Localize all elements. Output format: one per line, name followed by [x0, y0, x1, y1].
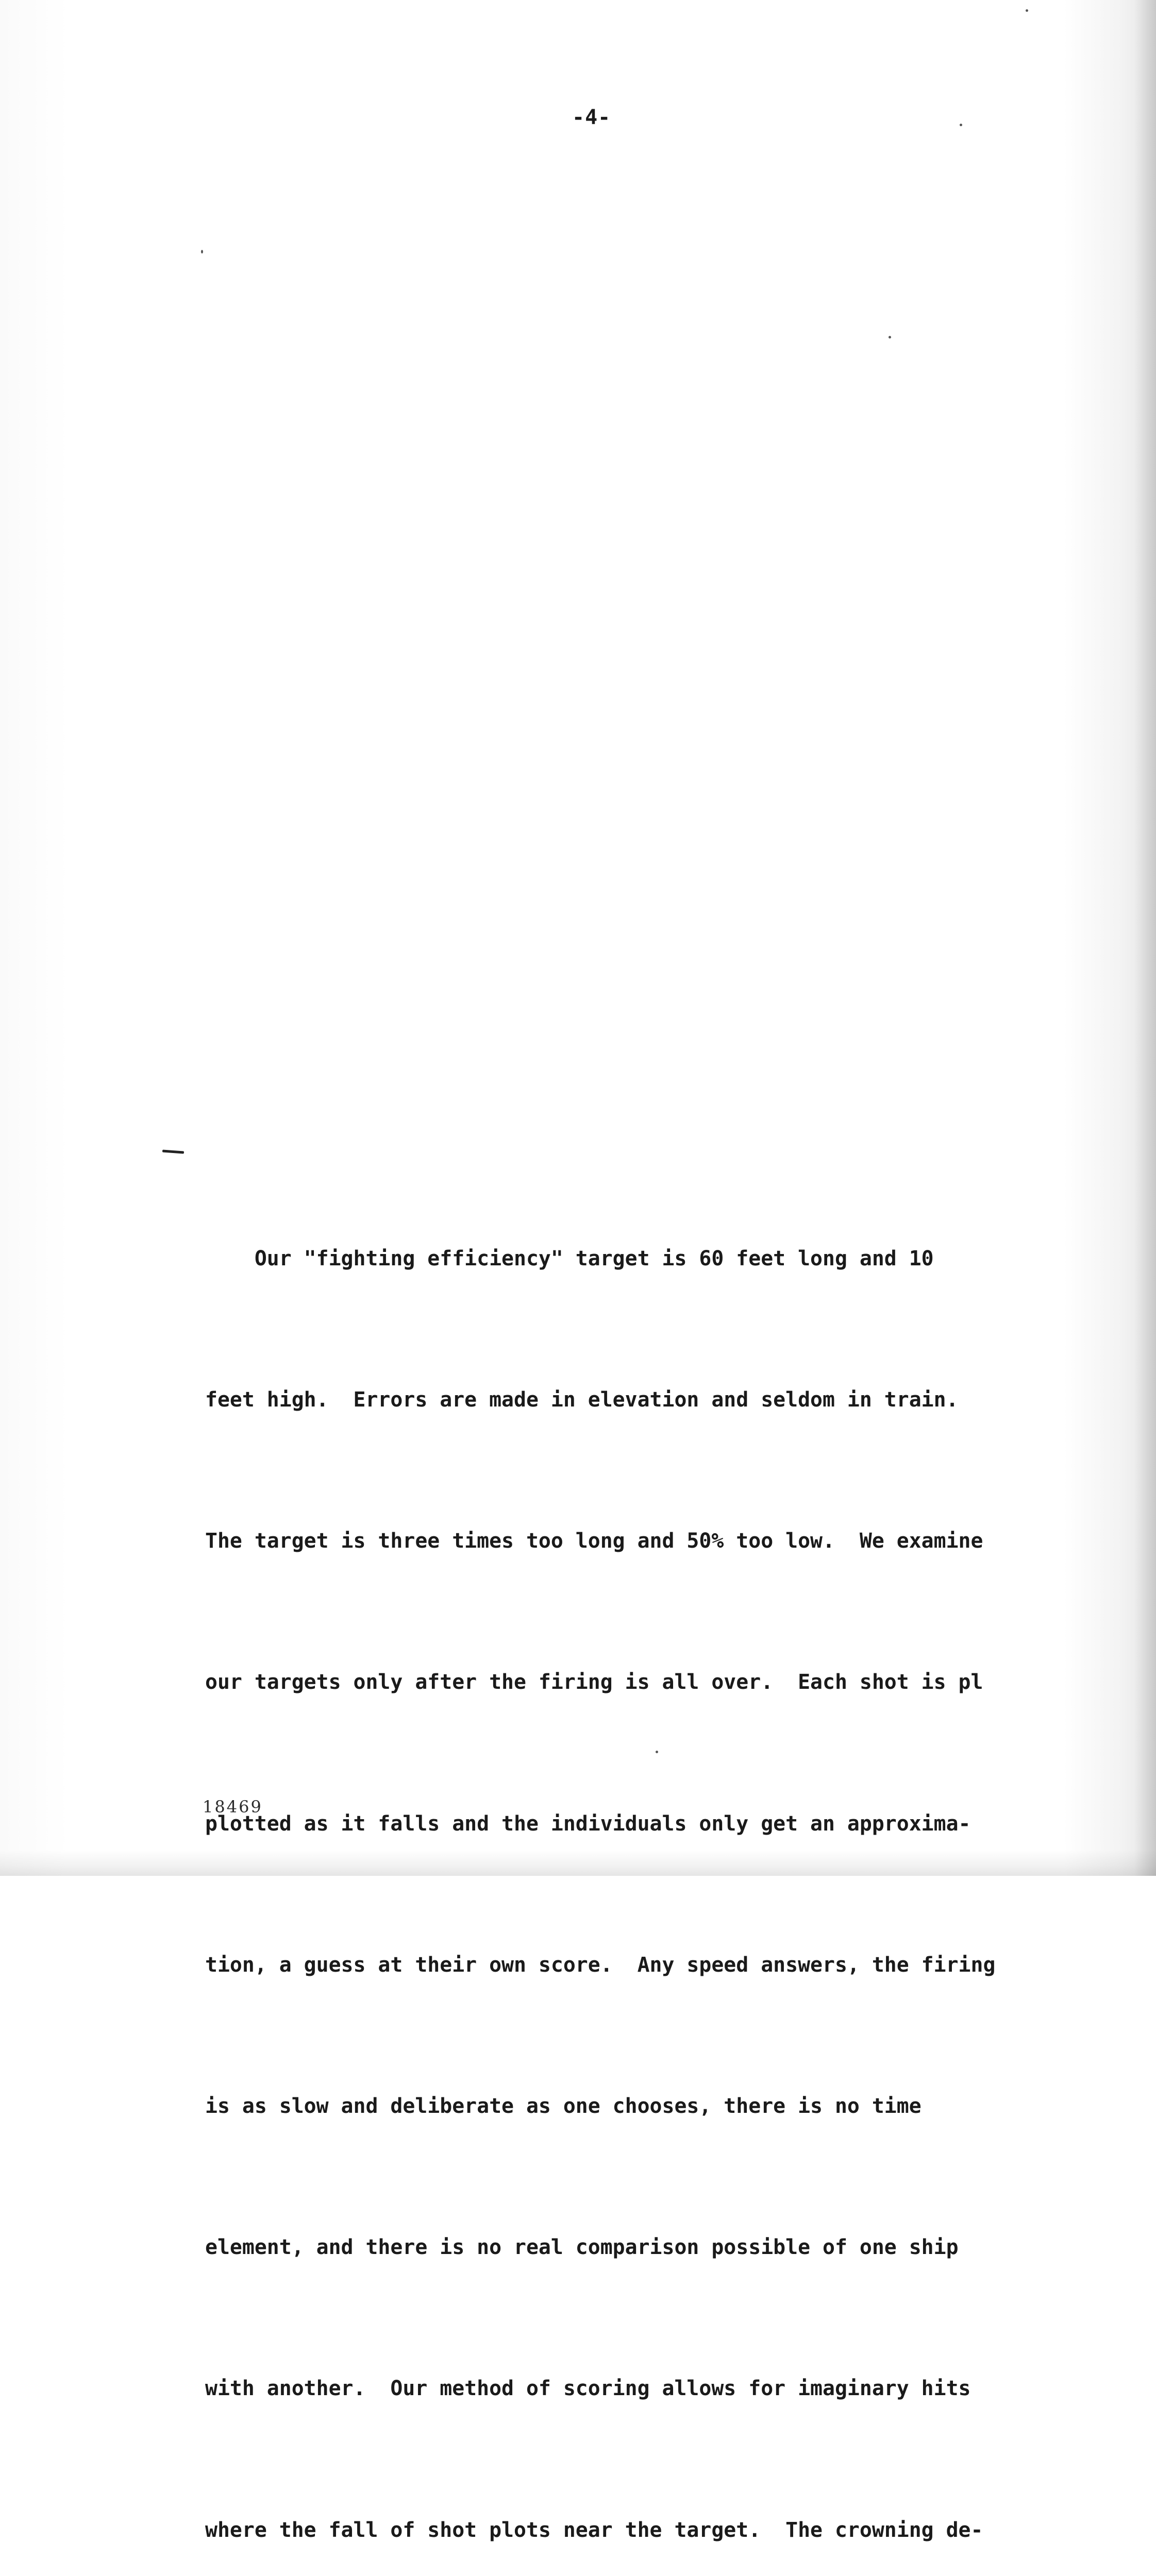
text-line: is as slow and deliberate as one chooses, there is no time: [205, 2094, 922, 2119]
text-line: Our "fighting efficiency" target is 60 feet long and 10: [205, 1246, 934, 1270]
text-line: with another. Our method of scoring allows for imaginary hits: [205, 2377, 971, 2401]
text-line: element, and there is no real comparison possible of one ship: [205, 2235, 959, 2260]
text-line: The target is three times too long and 50% too low. We examine: [205, 1529, 983, 1553]
text-line: plotted as it falls and the individuals only get an approxima-: [205, 1811, 971, 1836]
paper-speck: [1026, 9, 1028, 12]
margin-mark: [162, 1150, 184, 1154]
paper-speck: [960, 124, 962, 126]
text-line: tion, a guess at their own score. Any speed answers, the firing: [205, 1953, 996, 1977]
document-number: 18469: [203, 1797, 263, 1817]
body-paragraph: [205, 1141, 1123, 2576]
paper-speck: [201, 250, 203, 253]
page-number: -4-: [572, 106, 611, 129]
text-line: our targets only after the firing is all over. Each shot is pl: [205, 1670, 983, 1694]
paper-speck: [889, 336, 891, 338]
page-edge-shadow: [1134, 0, 1156, 1876]
text-line: feet high. Errors are made in elevation and seldom in train.: [205, 1388, 959, 1412]
text-line: where the fall of shot plots near the target. The crowning de-: [205, 2518, 983, 2542]
